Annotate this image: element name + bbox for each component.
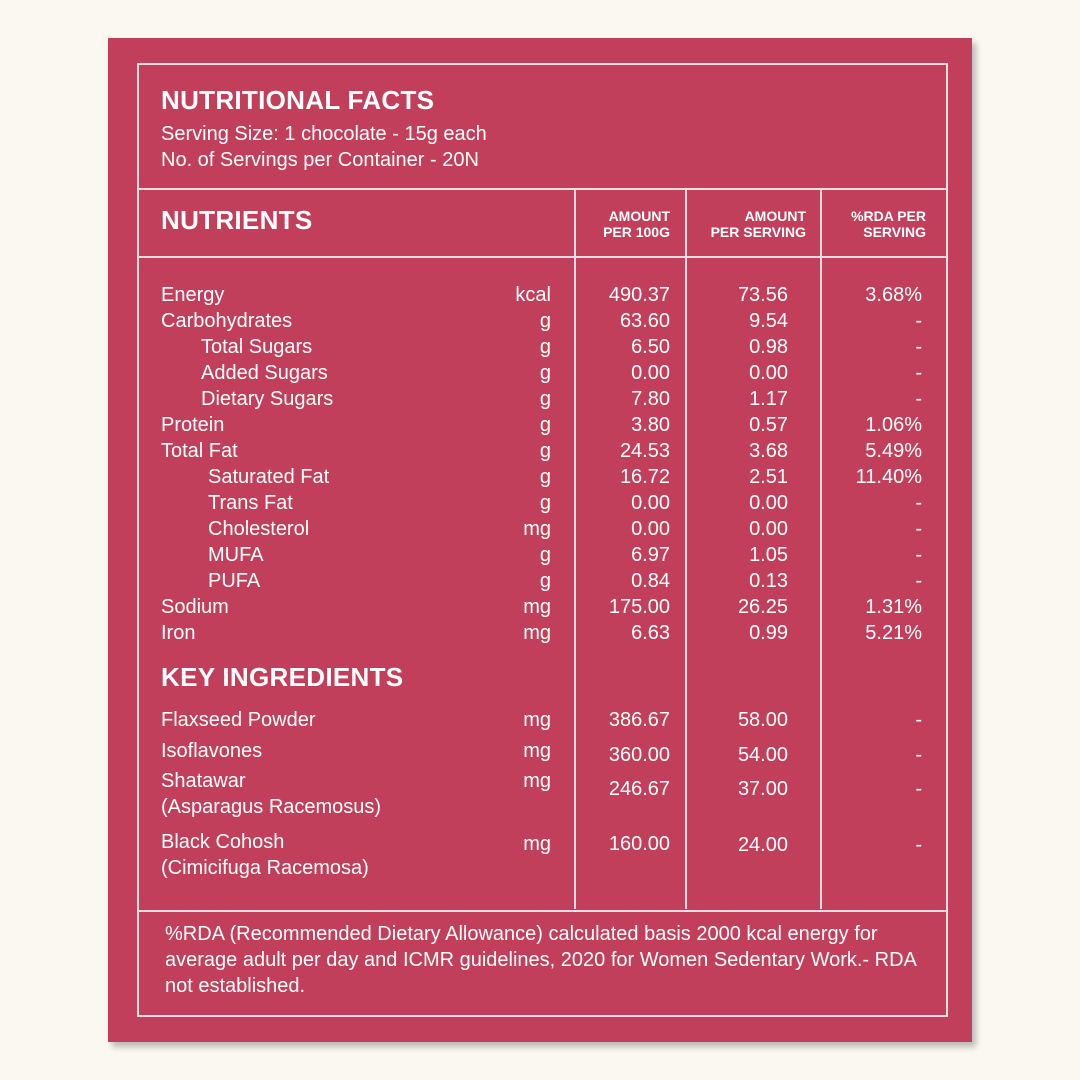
nutrient-name: Iron (161, 622, 196, 644)
nutrient-row (139, 620, 946, 646)
ingredient-row (139, 738, 946, 764)
amount-per-serving: 24.00 (737, 834, 788, 856)
amount-per-serving: 37.00 (737, 778, 788, 800)
amount-per-serving: 0.99 (749, 622, 788, 644)
nutrient-name: PUFA (208, 570, 261, 592)
amount-per-serving: 0.13 (749, 570, 788, 592)
amount-per-serving: 0.00 (749, 518, 788, 540)
rda-value: 1.06% (865, 414, 922, 436)
ingredient-row (139, 768, 946, 820)
nutrient-row (139, 308, 946, 334)
nutrient-unit: g (539, 570, 551, 592)
nutrients-heading: NUTRIENTS (161, 205, 313, 235)
col-header-rda: %RDA PER SERVING (851, 208, 926, 240)
rda-value: - (915, 336, 922, 358)
amount-per-100g: 6.63 (631, 622, 670, 644)
rda-value: - (915, 778, 922, 800)
nutrient-row (139, 334, 946, 360)
nutrient-name: Total Fat (161, 440, 238, 462)
amount-per-100g: 7.80 (631, 388, 670, 410)
nutrient-unit: g (539, 544, 551, 566)
nutrient-unit: g (539, 492, 551, 514)
nutrient-unit: kcal (515, 284, 551, 306)
nutrient-row (139, 542, 946, 568)
amount-per-100g: 16.72 (619, 466, 670, 488)
nutrient-unit: g (539, 362, 551, 384)
nutrition-table-frame (137, 63, 948, 1017)
amount-per-serving: 3.68 (749, 440, 788, 462)
rda-value: 5.49% (865, 440, 922, 462)
ingredient-name: Shatawar (161, 770, 246, 792)
nutrient-unit: g (539, 336, 551, 358)
rda-value: 5.21% (865, 622, 922, 644)
ingredient-botanical-name: (Asparagus Racemosus) (161, 796, 382, 818)
ingredient-botanical-name: (Cimicifuga Racemosa) (161, 857, 369, 879)
amount-per-serving: 2.51 (749, 466, 788, 488)
amount-per-serving: 54.00 (737, 744, 788, 766)
amount-per-serving: 0.00 (749, 362, 788, 384)
nutrient-name: Cholesterol (208, 518, 310, 540)
amount-per-serving: 26.25 (737, 596, 788, 618)
nutrient-row (139, 568, 946, 594)
nutrient-name: Saturated Fat (208, 466, 330, 488)
rda-value: - (915, 388, 922, 410)
col-header-per-serving: AMOUNT PER SERVING (710, 208, 806, 240)
amount-per-serving: 1.05 (749, 544, 788, 566)
rda-value: - (915, 310, 922, 332)
rda-value: - (915, 544, 922, 566)
nutrient-row (139, 360, 946, 386)
amount-per-serving: 0.57 (749, 414, 788, 436)
nutrient-unit: g (539, 414, 551, 436)
amount-per-100g: 0.84 (631, 570, 670, 592)
amount-per-100g: 175.00 (608, 596, 670, 618)
amount-per-100g: 63.60 (619, 310, 670, 332)
nutrient-name: MUFA (208, 544, 264, 566)
key-ingredients-heading: KEY INGREDIENTS (161, 662, 404, 692)
amount-per-serving: 0.00 (749, 492, 788, 514)
amount-per-serving: 0.98 (749, 336, 788, 358)
amount-per-100g: 24.53 (619, 440, 670, 462)
rda-value: - (915, 744, 922, 766)
amount-per-100g: 6.97 (631, 544, 670, 566)
ingredient-unit: mg (523, 709, 551, 731)
nutrient-row (139, 594, 946, 620)
nutrient-row (139, 386, 946, 412)
nutrient-unit: g (539, 310, 551, 332)
ingredient-name: Isoflavones (161, 740, 263, 762)
ingredient-row (139, 829, 946, 881)
nutrient-row (139, 464, 946, 490)
rda-footnote: %RDA (Recommended Dietary Allowance) calculated basis 2000 kcal energy for average adult per day and ICMR guidelines, 2020 for Women Sedentary Work.- RDA not established. (165, 923, 916, 997)
amount-per-100g: 360.00 (608, 744, 670, 766)
nutrient-name: Sodium (161, 596, 229, 618)
amount-per-100g: 160.00 (608, 833, 670, 855)
nutrient-name: Total Sugars (201, 336, 313, 358)
ingredient-unit: mg (523, 833, 551, 855)
rda-value: - (915, 492, 922, 514)
amount-per-serving: 9.54 (749, 310, 788, 332)
nutrient-unit: g (539, 440, 551, 462)
serving-size: Serving Size: 1 chocolate - 15g each (161, 123, 487, 145)
amount-per-serving: 58.00 (737, 709, 788, 731)
rda-value: - (915, 570, 922, 592)
amount-per-100g: 490.37 (608, 284, 670, 306)
nutrient-row (139, 438, 946, 464)
nutrient-name: Added Sugars (201, 362, 328, 384)
ingredient-name: Flaxseed Powder (161, 709, 316, 731)
nutrient-name: Carbohydrates (161, 310, 293, 332)
amount-per-100g: 3.80 (631, 414, 670, 436)
divider (139, 256, 946, 258)
amount-per-100g: 0.00 (631, 518, 670, 540)
nutrient-row (139, 516, 946, 542)
nutrient-row (139, 412, 946, 438)
ingredient-row (139, 707, 946, 733)
amount-per-serving: 1.17 (749, 388, 788, 410)
col-header-per-100g: AMOUNT PER 100G (603, 208, 670, 240)
amount-per-100g: 386.67 (608, 709, 670, 731)
ingredient-name: Black Cohosh (161, 831, 285, 853)
label-title: NUTRITIONAL FACTS (161, 85, 435, 115)
nutrient-row (139, 490, 946, 516)
nutrient-row (139, 282, 946, 308)
divider (139, 188, 946, 190)
rda-value: 3.68% (865, 284, 922, 306)
ingredient-unit: mg (523, 770, 551, 792)
nutrient-unit: mg (523, 518, 551, 540)
servings-per-container: No. of Servings per Container - 20N (161, 149, 479, 171)
nutrient-unit: g (539, 466, 551, 488)
rda-value: 11.40% (855, 466, 922, 488)
rda-value: 1.31% (865, 596, 922, 618)
nutrition-label-panel (108, 38, 972, 1042)
rda-value: - (915, 518, 922, 540)
ingredient-unit: mg (523, 740, 551, 762)
amount-per-100g: 246.67 (608, 778, 670, 800)
nutrient-name: Trans Fat (208, 492, 293, 514)
rda-value: - (915, 362, 922, 384)
nutrient-name: Energy (161, 284, 225, 306)
nutrient-unit: mg (523, 622, 551, 644)
rda-value: - (915, 709, 922, 731)
nutrient-name: Dietary Sugars (201, 388, 334, 410)
amount-per-serving: 73.56 (737, 284, 788, 306)
amount-per-100g: 0.00 (631, 362, 670, 384)
rda-value: - (915, 834, 922, 856)
nutrient-unit: g (539, 388, 551, 410)
divider (139, 910, 946, 912)
nutrient-unit: mg (523, 596, 551, 618)
amount-per-100g: 0.00 (631, 492, 670, 514)
amount-per-100g: 6.50 (631, 336, 670, 358)
nutrient-name: Protein (161, 414, 225, 436)
